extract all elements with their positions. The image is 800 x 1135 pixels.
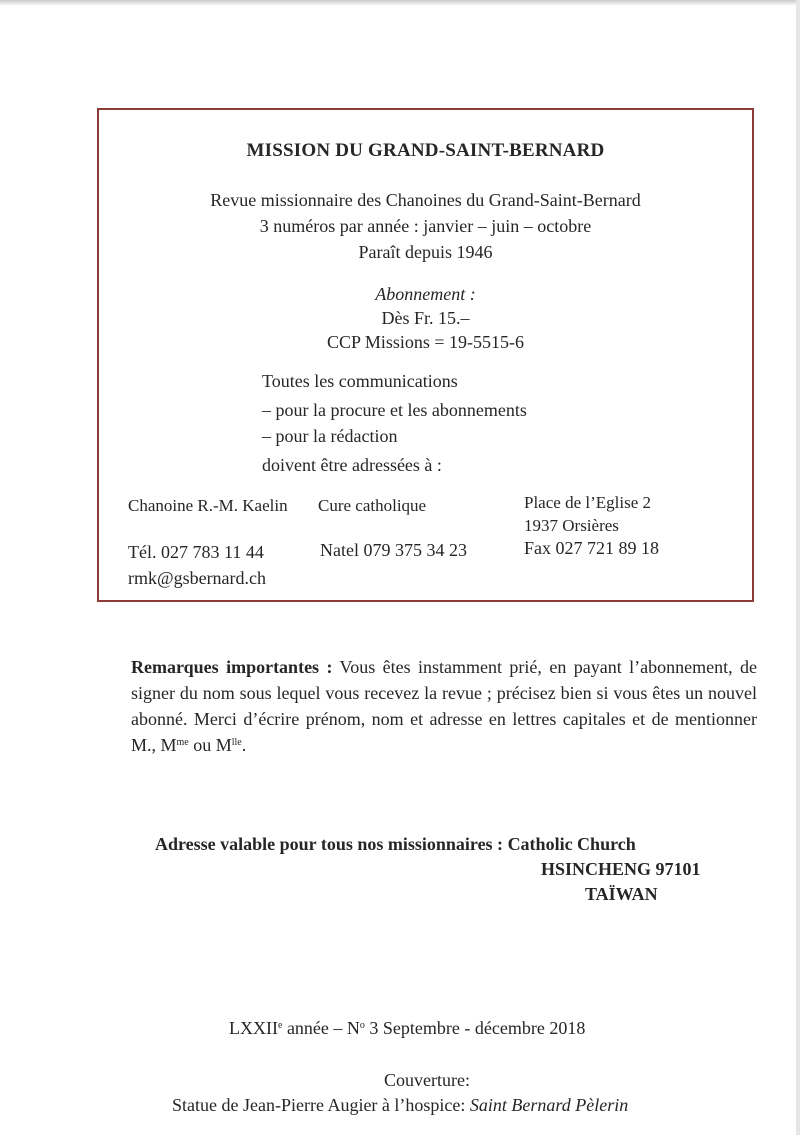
page-right-edge [796,0,800,1135]
address-label: Adresse valable pour tous nos missionnaires : [155,834,504,854]
remarks-text-end: . [241,735,247,755]
address-line-2: HSINCHENG 97101 [541,859,701,879]
contact-fax: Fax 027 721 89 18 [524,538,659,558]
contact-organization: Cure catholique [318,496,427,515]
page-top-shadow [0,0,800,6]
contact-phone: Tél. 027 783 11 44 [128,542,264,562]
remarks-sup-lle: lle [231,737,242,748]
issue-year-text: année – N [282,1018,360,1038]
magazine-subtitle: Revue missionnaire des Chanoines du Grand-Saint-Bernard [210,190,641,210]
cover-title: Saint Bernard Pèlerin [469,1095,629,1115]
important-remarks [131,654,757,758]
cover-text: Statue de Jean-Pierre Augier à l’hospice: [172,1095,470,1115]
issue-date: 3 Septembre - décembre 2018 [364,1018,586,1038]
contact-city: 1937 Orsières [524,516,619,535]
communications-intro: Toutes les communications [262,371,458,391]
publication-since: Paraît depuis 1946 [358,242,493,262]
issue-volume: LXXII [229,1018,278,1038]
magazine-title: MISSION DU GRAND-SAINT-BERNARD [246,140,605,161]
publication-frequency: 3 numéros par année : janvier – juin – octobre [259,216,592,236]
subscription-price: Dès Fr. 15.– [381,308,470,328]
subscription-ccp: CCP Missions = 19-5515-6 [326,332,524,352]
remarks-sup-me: me [176,737,189,748]
issue-line [229,1018,585,1039]
communications-item-procure: – pour la procure et les abonnements [262,400,527,420]
contact-email: rmk@gsbernard.ch [128,568,267,588]
remarks-text: Vous êtes instamment prié, en payant l’abonnement, de signer du nom sous lequel vous recevez la revue ; précisez bien si vous êtes un nouvel abonné. Merci d’écrire prénom, nom et adresse en lettres capitales et de mentionner M., M [131,657,757,755]
address-line-3: TAÏWAN [585,884,658,904]
remarks-label: Remarques importantes : [131,657,333,677]
cover-label: Couverture: [384,1070,470,1090]
remarks-text-mid: ou M [188,735,232,755]
contact-name: Chanoine R.-M. Kaelin [128,496,288,515]
cover-description [172,1095,628,1116]
issue-number-sup: o [359,1020,365,1031]
contact-mobile: Natel 079 375 34 23 [320,540,467,560]
missionary-address [155,834,636,855]
contact-street: Place de l’Eglise 2 [524,493,651,512]
subscription-heading: Abonnement : [375,284,476,304]
communications-item-redaction: – pour la rédaction [262,426,398,446]
address-line-1: Catholic Church [503,834,636,854]
info-box [97,108,754,602]
communications-outro: doivent être adressées à : [262,455,442,475]
issue-volume-sup: e [277,1020,283,1031]
